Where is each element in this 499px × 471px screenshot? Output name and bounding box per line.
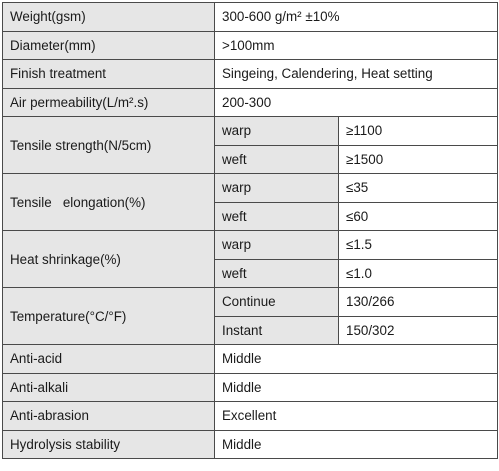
table-row xyxy=(3,345,498,374)
sub-value-warp: ≥1100 xyxy=(339,117,498,146)
row-label-heat-shrinkage: Heat shrinkage(%) xyxy=(3,231,215,288)
row-value-anti-abrasion: Excellent xyxy=(215,402,498,431)
row-label-air-permeability: Air permeability(L/m².s) xyxy=(3,88,215,117)
sub-label-weft: weft xyxy=(215,259,339,288)
row-value-finish: Singeing, Calendering, Heat setting xyxy=(215,60,498,89)
row-label-tensile-strength: Tensile strength(N/5cm) xyxy=(3,117,215,174)
row-label-weight: Weight(gsm) xyxy=(3,3,215,32)
sub-value-weft: ≤60 xyxy=(339,202,498,231)
sub-value-warp: ≤35 xyxy=(339,174,498,203)
row-label-finish: Finish treatment xyxy=(3,60,215,89)
row-label-tensile-elongation: Tensile elongation(%) xyxy=(3,174,215,231)
table-row xyxy=(3,402,498,431)
table-row xyxy=(3,60,498,89)
sub-label-continue: Continue xyxy=(215,288,339,317)
row-label-anti-acid: Anti-acid xyxy=(3,345,215,374)
table-row xyxy=(3,3,498,32)
table-row xyxy=(3,288,498,317)
table-row xyxy=(3,373,498,402)
row-value-weight: 300-600 g/m² ±10% xyxy=(215,3,498,32)
row-label-anti-abrasion: Anti-abrasion xyxy=(3,402,215,431)
table-row xyxy=(3,31,498,60)
table-row xyxy=(3,231,498,260)
sub-value-instant: 150/302 xyxy=(339,316,498,345)
sub-label-weft: weft xyxy=(215,202,339,231)
row-value-hydrolysis-stability: Middle xyxy=(215,430,498,459)
sub-label-weft: weft xyxy=(215,145,339,174)
sub-label-instant: Instant xyxy=(215,316,339,345)
sub-label-warp: warp xyxy=(215,117,339,146)
table-row xyxy=(3,174,498,203)
row-value-air-permeability: 200-300 xyxy=(215,88,498,117)
row-value-diameter: >100mm xyxy=(215,31,498,60)
table-row xyxy=(3,117,498,146)
spec-table xyxy=(2,2,498,459)
sub-label-warp: warp xyxy=(215,231,339,260)
row-label-hydrolysis-stability: Hydrolysis stability xyxy=(3,430,215,459)
row-label-temperature: Temperature(°C/°F) xyxy=(3,288,215,345)
row-value-anti-acid: Middle xyxy=(215,345,498,374)
table-row xyxy=(3,430,498,459)
sub-label-warp: warp xyxy=(215,174,339,203)
row-label-diameter: Diameter(mm) xyxy=(3,31,215,60)
row-label-anti-alkali: Anti-alkali xyxy=(3,373,215,402)
sub-value-weft: ≥1500 xyxy=(339,145,498,174)
sub-value-continue: 130/266 xyxy=(339,288,498,317)
sub-value-warp: ≤1.5 xyxy=(339,231,498,260)
row-value-anti-alkali: Middle xyxy=(215,373,498,402)
table-row xyxy=(3,88,498,117)
sub-value-weft: ≤1.0 xyxy=(339,259,498,288)
